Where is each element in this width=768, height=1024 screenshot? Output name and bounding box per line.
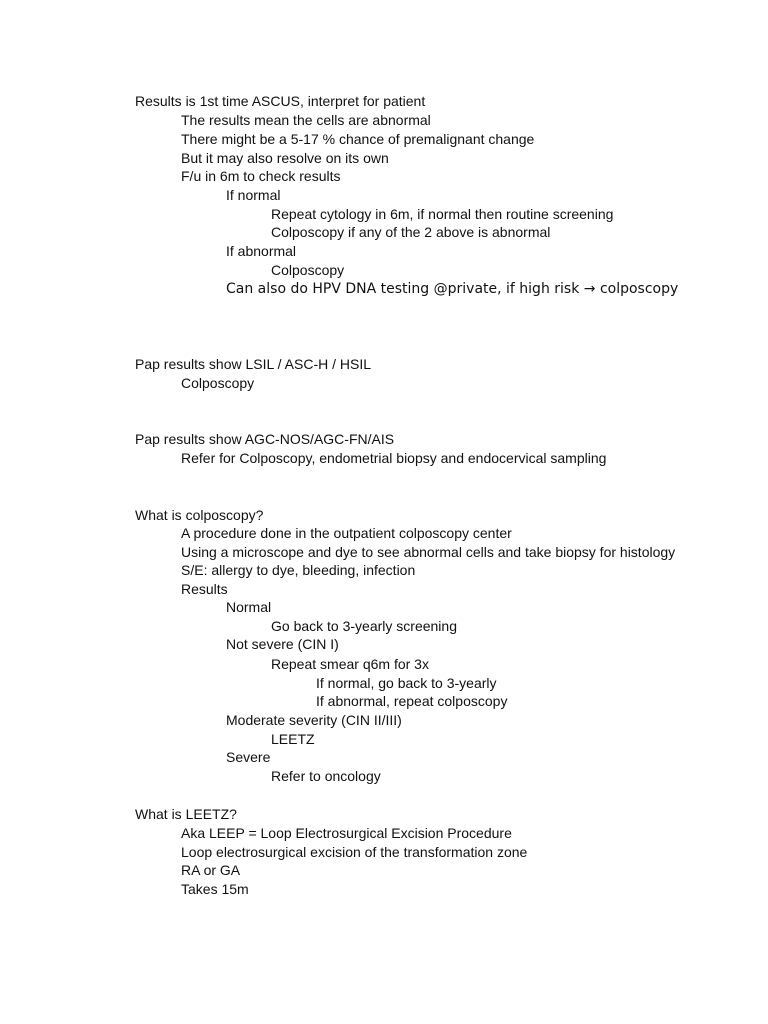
list-text: Using a microscope and dye to see abnormal cells and take biopsy for histology [181,544,676,560]
list-text: If abnormal [226,243,297,259]
list-text: There might be a 5-17 % chance of premalignant change [181,131,535,147]
list-text: Repeat cytology in 6m, if normal then routine screening [271,206,614,222]
list-text: Moderate severity (CIN II/III) [226,712,402,728]
list-text: But it may also resolve on its own [181,150,389,166]
list-text: A procedure done in the outpatient colposcopy center [181,525,512,541]
list-text: Not severe (CIN I) [226,636,339,652]
list-text: Go back to 3-yearly screening [271,618,457,634]
list-text: Normal [226,599,272,615]
list-text: Pap results show AGC-NOS/AGC-FN/AIS [135,431,395,447]
list-text: Colposcopy [271,262,345,278]
list-text: If abnormal, repeat colposcopy [316,693,508,709]
list-text: RA or GA [181,862,241,878]
list-text: The results mean the cells are abnormal [181,112,431,128]
list-text: Aka LEEP = Loop Electrosurgical Excision Procedure [181,825,512,841]
list-text: Results is 1st time ASCUS, interpret for patient [135,93,426,109]
list-text: Refer to oncology [271,768,381,784]
list-text: Refer for Colposcopy, endometrial biopsy and endocervical sampling [181,450,607,466]
list-text: If normal [226,187,281,203]
list-text: Repeat smear q6m for 3x [271,656,429,672]
list-text: S/E: allergy to dye, bleeding, infection [181,562,416,578]
list-text: Can also do HPV DNA testing @private, if high risk → colposcopy [226,281,679,297]
list-text: Colposcopy [181,375,255,391]
list-text: What is colposcopy? [135,507,264,523]
list-text: Severe [226,749,271,765]
list-text: F/u in 6m to check results [181,168,341,184]
list-text: Pap results show LSIL / ASC-H / HSIL [135,356,372,372]
list-text: If normal, go back to 3-yearly [316,675,497,691]
list-text: What is LEETZ? [135,806,237,822]
list-text: LEETZ [271,731,315,747]
list-text: Results [181,581,228,597]
list-text: Loop electrosurgical excision of the transformation zone [181,844,528,860]
list-text: Takes 15m [181,881,249,897]
list-text: Colposcopy if any of the 2 above is abnormal [271,224,551,240]
